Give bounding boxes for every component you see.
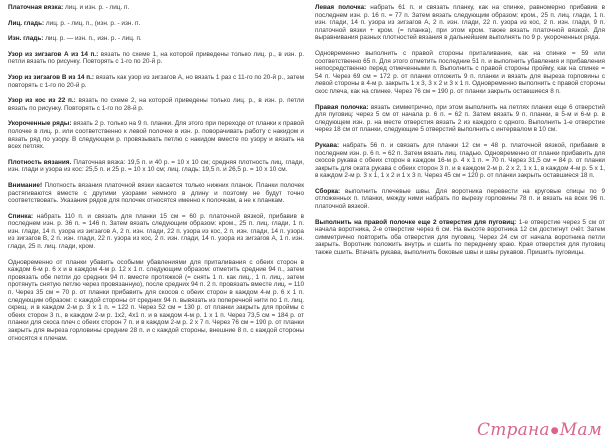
paragraph-text: 1-е отверстие через 5 см от начала воротника, 2-е отверстие через 6 см. На высоте воротника 12 см достигнут счёт. Затем симметрично повторить оба отверстия для пуговиц. Через 24 см от начала воротника петли закрыть. Воротник положить внутрь и сшить по переднему краю. Края отверстия для пуговиц также сшить. Втачать рукава, выполнить боковые швы и швы рукавов. Пришить пуговицы. — [315, 218, 605, 257]
paragraph-heading: Изн. гладь: — [8, 35, 44, 43]
paragraph-text: Одновременно от планки убавить особыми убавлениями для приталивания с обеих сторон в каждом 6-м р. 6 х и в каждом 4-м р. 12 х 1 п. следующим образом: отметить средние 94 п., затем провязать обе петли до средних 94 п. вместе протяжкой (= снять 1 п. как лиц., 1 п. лиц., затем протянуть снятую петлю через провязанную), после средних 94 п. 2 п. провязать вместе лиц. = 110 п. Через 35 см = 70 р. от планки прибавить для скосов с обеих сторон в каждом 4-м р. 6 х 1 п. следующим образом: с каждой стороны от средних 94 п. вывязать из поперечной нити по 1 п. лиц. скрещ. и в каждом 2-м р. 3 х 1 п. = 122 п. Через 52 см = 130 р. от планки закрыть для проймы с обеих сторон 3 п., в каждом 2-м р. 1х2, 4х1 п. и в каждом 4-м р. 1 х 1 п. Через 73,5 см = 184 р. от планки для скоса плеч с обеих сторон 7 п. и в каждом 2-м р. 2 х 7 п. Через 76 см = 190 р. от планки закрыть для выреза горловины средние 28 п. и с каждой стороны, внешние 8 п. с каждой стороны относятся к плечам. — [8, 258, 304, 342]
paragraph — [8, 51, 304, 66]
paragraph-text: лиц. и изн. р. - лиц. п. — [63, 4, 130, 11]
paragraph — [315, 188, 605, 211]
paragraph-text: набрать 56 п. и связать для планки 12 см = 48 р. платочной вязкой, прибавив в последнем изн. р. 6 п. = 62 п. Затем вязать лиц. гладью. Одновременно от планки прибавить для скосов рукава с обеих сторон в каждом 16-м р. 4 х 1 п. = 70 п. Через 31,5 см = 84 р. от планки закрыть для оката рукава с обеих сторон 3 п. и в каждом 2-м р. 2 х 2, 1 х 1, в каждом 4-м р. 5 х 1, в каждом 2-м р. 3 х 1, 1 х 2 и 1 х 3 п. Через 45 см = 120 р. от планки закрыть оставшиеся 18 п. — [315, 141, 605, 180]
paragraph-text: вязать по схеме 2, на которой приведены только лиц. р., в изн. р. петли вязать по рисунку. Повторять с 1-го по 28-й р. — [8, 97, 304, 112]
paragraph — [8, 4, 304, 12]
paragraph-heading: Сборка: — [315, 187, 341, 195]
paragraph-heading: Внимание! — [8, 181, 43, 189]
paragraph-text: вязать по схеме 1, на которой приведены только лиц. р., в изн. р. петли вязать по рисунку. Повторять с 1-го по 20-й р. — [8, 50, 305, 66]
paragraph-text: выполнить плечевые швы. Для воротника перевести на круговые спицы по 9 отложенных п. планки, между ними набрать по вырезу горловины 78 п. и вязать на всех 96 п. платочной вязкой. — [315, 187, 605, 211]
paragraph-text: вязать как узор из зигзагов А, но вязать 1 раз с 11-го по 20-й р., затем повторять с 1-го по 20-й р. — [8, 73, 304, 89]
left-column — [8, 4, 304, 350]
paragraph-text: вязать симметрично, при этом выполнить на петлях планки еще 6 отверстий для пуговиц: через 5 см от начала р. 6 п. = 62 п. Затем вязать 9 п. планки, в 5-м и 6-м р. в следующем изн. р. на месте отверстия вязать 2 из каждого с одного. Выполнить 1-е отверстие через 18 см от планки, следующие 5 отверстий выполнить с интервалом в 10 см. — [315, 103, 605, 134]
paragraph-heading: Левая полочка: — [315, 4, 367, 11]
paragraph-text: Плотность вязания платочной вязки касается только нижних планок. Планки полочек растягиваются вместе с другими узорами немного в длину и поэтому не будут точно соответствовать. Указания рядов для полочек относятся именно к полочкам, а не к планкам. — [8, 181, 304, 205]
paragraph-heading: Лиц. гладь: — [8, 19, 45, 27]
paragraph — [8, 97, 304, 112]
paragraph — [8, 259, 304, 343]
paragraph — [315, 4, 605, 42]
paragraph — [315, 219, 605, 257]
paragraph-text: лиц. р. - лиц. п., (изн. р. - изн. п. — [44, 19, 141, 27]
paragraph-text: лиц. р. — изн. п., изн. р. - лиц. п. — [43, 35, 142, 43]
paragraph-heading: Узор из зигзагов В из 14 п.: — [8, 73, 95, 81]
paragraph — [8, 20, 304, 28]
watermark-logo — [477, 420, 602, 440]
paragraph-text: Одновременно выполнить с правой стороны приталивание, как на спинке = 59 или соответственно 65 п. Для этого отметить последние 51 п. и выполнить убавления и прибавления непосредственно перед отмеченными п. Выполнить с правой стороны пройму, как на спинке = 54 п. Через 69 см = 172 р. от планки отложить 9 п. планки и вязать для выреза горловины с левой стороны в 4-м р. закрыть 1 х 3, 3 х 2 и 3 х 1 п. Одновременно выполнить с правой стороны скос плеча, как на спинке. Через 76 см = 190 р. от планки закрыть оставшиеся 8 п. — [315, 49, 605, 95]
paragraph-heading: Выполнить на правой полочке еще 2 отверстия для пуговиц: — [315, 218, 517, 226]
paragraph-heading: Рукава: — [315, 141, 340, 149]
paragraph — [8, 159, 304, 174]
paragraph-text: Платочная вязка: 19,5 п. и 40 р. = 10 х 10 см; средняя плотность лиц. глади, изн. глади и узора из кос: 25,5 п. и 25 р. = 10 х 10 см; лиц. гладь: 19,5 п. и 26,5 р. = 10 х 10 см. — [8, 158, 305, 174]
watermark-word-2: Мам — [559, 420, 602, 440]
paragraph-heading: Узор из кос из 22 п.: — [8, 97, 76, 105]
watermark-dot-icon: ● — [550, 426, 559, 436]
paragraph — [8, 182, 304, 205]
paragraph — [8, 213, 304, 251]
paragraph-heading: Правая полочка: — [315, 103, 369, 111]
paragraph-text: набрать 61 п. и связать планку, как на спинке, равномерно прибавив в последнем изн. р. 16 п. = 77 п. Затем вязать следующим образом: кром., 25 п. лиц. глади, 1 п. изн. глади, 14 п. узора из зигзагов А, 2 п. изн. глади, 22 п. узора из кос, 2 п. изн. глади, 9 п. платочной вязки + кром. (= планка), при этом кром. также вязать платочной вязкой. Для выравнивания разных плотностей вязания в дальнейшем выполнять по 9 р. укороченных ряда. — [315, 4, 606, 42]
paragraph — [315, 104, 605, 134]
watermark-word-1: Страна — [477, 420, 550, 440]
paragraph-heading: Плотность вязания. — [8, 158, 72, 166]
paragraph — [8, 74, 304, 89]
paragraph-text: набрать 110 п. и связать для планки 15 см = 60 р. платочной вязкой, прибавив в последнем изн. р. 36 п. = 146 п. Затем вязать следующим образом: кром., 25 п. лиц. глади, 1 п. изн. глади, 14 п. узора из зигзагов А, 2 п. изн. глади, 22 п. узора из кос, 2 п. изн. глади, 14 п. узора из зигзагов В, 2 п. изн. глади, 22 п. узора из кос, 2 п. изн. глади, 14 п. узора из зигзагов А, 1 п. изн. глади, 25 п. лиц. глади, кром. — [8, 212, 304, 251]
paragraph — [315, 50, 605, 96]
paragraph-heading: Укороченные ряды: — [8, 120, 72, 128]
paragraph-heading: Платочная вязка: — [8, 4, 64, 11]
paragraph-heading: Спинка: — [8, 212, 34, 220]
paragraph — [315, 142, 605, 180]
paragraph — [8, 120, 304, 150]
paragraph-heading: Узор из зигзагов А из 14 п.: — [8, 50, 99, 58]
right-column — [315, 4, 605, 265]
paragraph-text: вязать 2 р. только на 9 п. планки. Для этого при переходе от планки к правой полочке в лиц. р. или соответственно к левой полочке в изн. р. поворачивать работу с накидом и вязать ряд по узору. В следующем р. провязывать петлю с накидом вместе по узору и вязать на всех петлях. — [8, 120, 304, 151]
paragraph — [8, 35, 304, 43]
